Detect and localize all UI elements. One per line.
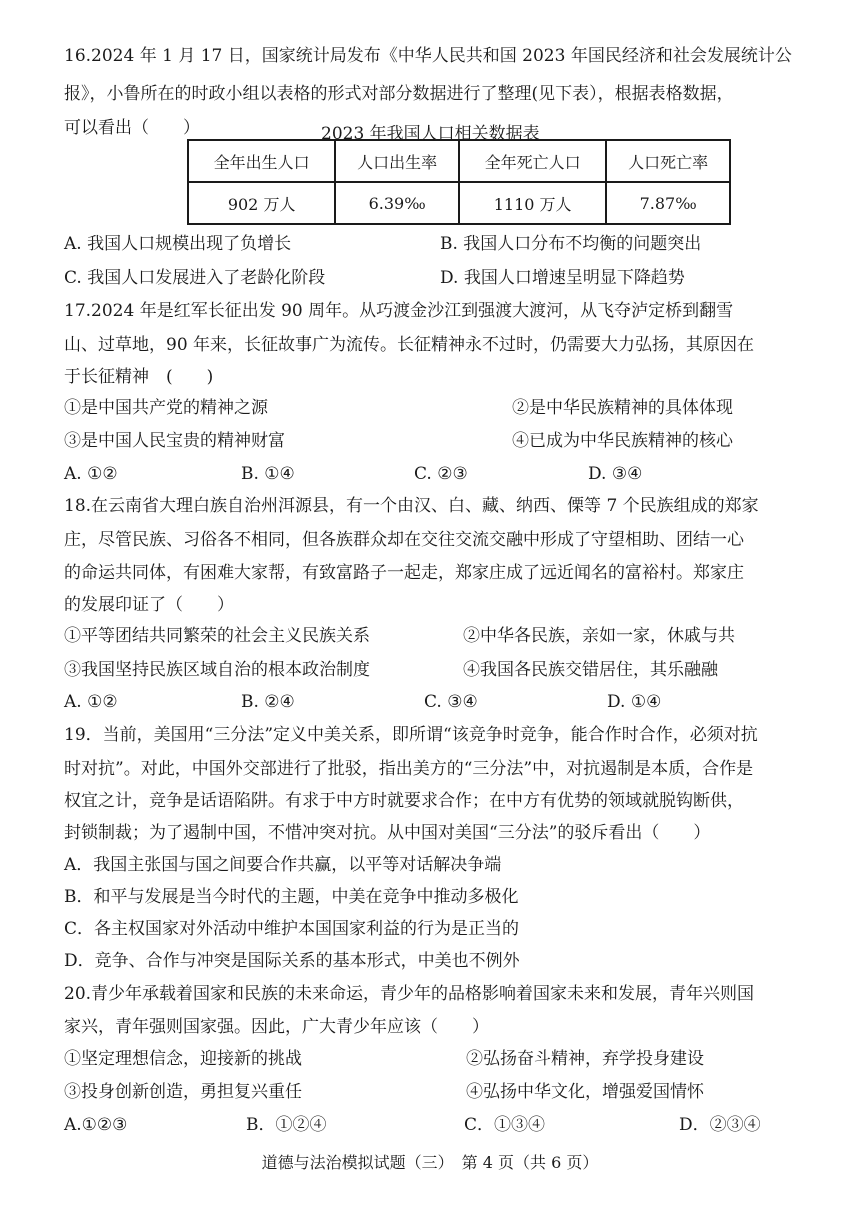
q20-stem-line2: 家兴，青年强则国家强。因此，广大青少年应该（ ） <box>64 1017 489 1037</box>
table-header-cell: 人口出生率 <box>335 140 459 182</box>
q20-item-4: ④弘扬中华文化，增强爱国情怀 <box>466 1082 704 1102</box>
q19-stem-line2: 时对抗”。对此，中国外交部进行了批驳，指出美方的“三分法”中，对抗遏制是本质，合作是 <box>64 759 754 779</box>
q17-option-d[interactable]: D. ③④ <box>588 464 643 484</box>
q17-option-c[interactable]: C. ②③ <box>414 464 468 484</box>
population-table <box>187 139 731 225</box>
q18-stem-line1: 18.在云南省大理白族自治州洱源县，有一个由汉、白、藏、纳西、傈等 7 个民族组成的郑家 <box>64 496 759 516</box>
q17-item-3: ③是中国人民宝贵的精神财富 <box>64 431 285 451</box>
q18-item-1: ①平等团结共同繁荣的社会主义民族关系 <box>64 626 370 646</box>
q19-stem-line4: 封锁制裁；为了遏制中国，不惜冲突对抗。从中国对美国“三分法”的驳斥看出（ ） <box>64 823 711 843</box>
q18-item-2: ②中华各民族，亲如一家，休戚与共 <box>463 626 735 646</box>
q18-option-b[interactable]: B. ②④ <box>241 692 295 712</box>
q16-stem-line2: 报》，小鲁所在的时政小组以表格的形式对部分数据进行了整理(见下表），根据表格数据， <box>64 84 734 104</box>
q19-option-d[interactable]: D．竞争、合作与冲突是国际关系的基本形式，中美也不例外 <box>64 951 520 971</box>
q18-option-d[interactable]: D. ①④ <box>607 692 662 712</box>
q17-option-b[interactable]: B. ①④ <box>241 464 295 484</box>
q18-item-4: ④我国各民族交错居住，其乐融融 <box>463 660 718 680</box>
q17-item-4: ④已成为中华民族精神的核心 <box>512 431 733 451</box>
q20-item-3: ③投身创新创造，勇担复兴重任 <box>64 1082 302 1102</box>
table-title: 2023 年我国人口相关数据表 <box>321 124 540 144</box>
q19-stem-line1: 19．当前，美国用“三分法”定义中美关系，即所谓“该竞争时竞争，能合作时合作，必须对抗 <box>64 725 758 745</box>
q17-stem-line1: 17.2024 年是红军长征出发 90 周年。从巧渡金沙江到强渡大渡河，从飞夺泸定桥到翻雪 <box>64 301 734 321</box>
table-header-cell: 人口死亡率 <box>606 140 730 182</box>
q19-option-b[interactable]: B．和平与发展是当今时代的主题，中美在竞争中推动多极化 <box>64 887 519 907</box>
q20-option-a[interactable]: A.①②③ <box>64 1115 128 1135</box>
q20-option-d[interactable]: D．②③④ <box>679 1115 761 1135</box>
table-value-cell: 6.39‰ <box>335 182 459 224</box>
q19-option-c[interactable]: C．各主权国家对外活动中维护本国国家利益的行为是正当的 <box>64 919 520 939</box>
q16-option-c[interactable]: C. 我国人口发展进入了老龄化阶段 <box>64 268 326 288</box>
q20-option-b[interactable]: B．①②④ <box>246 1115 327 1135</box>
q20-stem-line1: 20.青少年承载着国家和民族的未来命运，青少年的品格影响着国家未来和发展，青年兴则国 <box>64 984 755 1004</box>
q18-option-c[interactable]: C. ③④ <box>424 692 478 712</box>
table-value-cell: 902 万人 <box>188 182 335 224</box>
q17-stem-line3: 于长征精神 ( ) <box>64 367 214 387</box>
q19-stem-line3: 权宜之计，竞争是话语陷阱。有求于中方时就要求合作；在中方有优势的领域就脱钩断供， <box>64 791 744 811</box>
table-header-cell: 全年出生人口 <box>188 140 335 182</box>
q20-item-1: ①坚定理想信念，迎接新的挑战 <box>64 1049 302 1069</box>
q18-item-3: ③我国坚持民族区域自治的根本政治制度 <box>64 660 370 680</box>
q18-stem-line3: 的命运共同体，有困难大家帮，有致富路子一起走，郑家庄成了远近闻名的富裕村。郑家庄 <box>64 563 744 583</box>
table-value-row <box>188 182 730 224</box>
page-footer: 道德与法治模拟试题（三） 第 4 页（共 6 页） <box>261 1153 599 1172</box>
table-header-row <box>188 140 730 182</box>
q16-option-d[interactable]: D. 我国人口增速呈明显下降趋势 <box>440 268 685 288</box>
q20-item-2: ②弘扬奋斗精神，弃学投身建设 <box>466 1049 704 1069</box>
q16-stem-line1: 16.2024 年 1 月 17 日，国家统计局发布《中华人民共和国 2023 年国民经济和社会发展统计公 <box>64 46 792 66</box>
q17-item-1: ①是中国共产党的精神之源 <box>64 398 268 418</box>
q18-stem-line4: 的发展印证了（ ） <box>64 595 234 615</box>
q17-item-2: ②是中华民族精神的具体体现 <box>512 398 733 418</box>
q18-option-a[interactable]: A. ①② <box>64 692 118 712</box>
q18-stem-line2: 庄，尽管民族、习俗各不相同，但各族群众却在交往交流交融中形成了守望相助、团结一心 <box>64 530 744 550</box>
q20-option-c[interactable]: C．①③④ <box>464 1115 546 1135</box>
q17-stem-line2: 山、过草地，90 年来，长征故事广为流传。长征精神永不过时，仍需要大力弘扬，其原因在 <box>64 335 755 355</box>
q16-stem-line3: 可以看出（ ） <box>64 118 200 138</box>
table-value-cell: 1110 万人 <box>459 182 606 224</box>
table-header-cell: 全年死亡人口 <box>459 140 606 182</box>
q16-option-a[interactable]: A. 我国人口规模出现了负增长 <box>64 234 292 254</box>
table-value-cell: 7.87‰ <box>606 182 730 224</box>
q19-option-a[interactable]: A．我国主张国与国之间要合作共赢，以平等对话解决争端 <box>64 855 502 875</box>
q17-option-a[interactable]: A. ①② <box>64 464 118 484</box>
q16-option-b[interactable]: B. 我国人口分布不均衡的问题突出 <box>440 234 702 254</box>
